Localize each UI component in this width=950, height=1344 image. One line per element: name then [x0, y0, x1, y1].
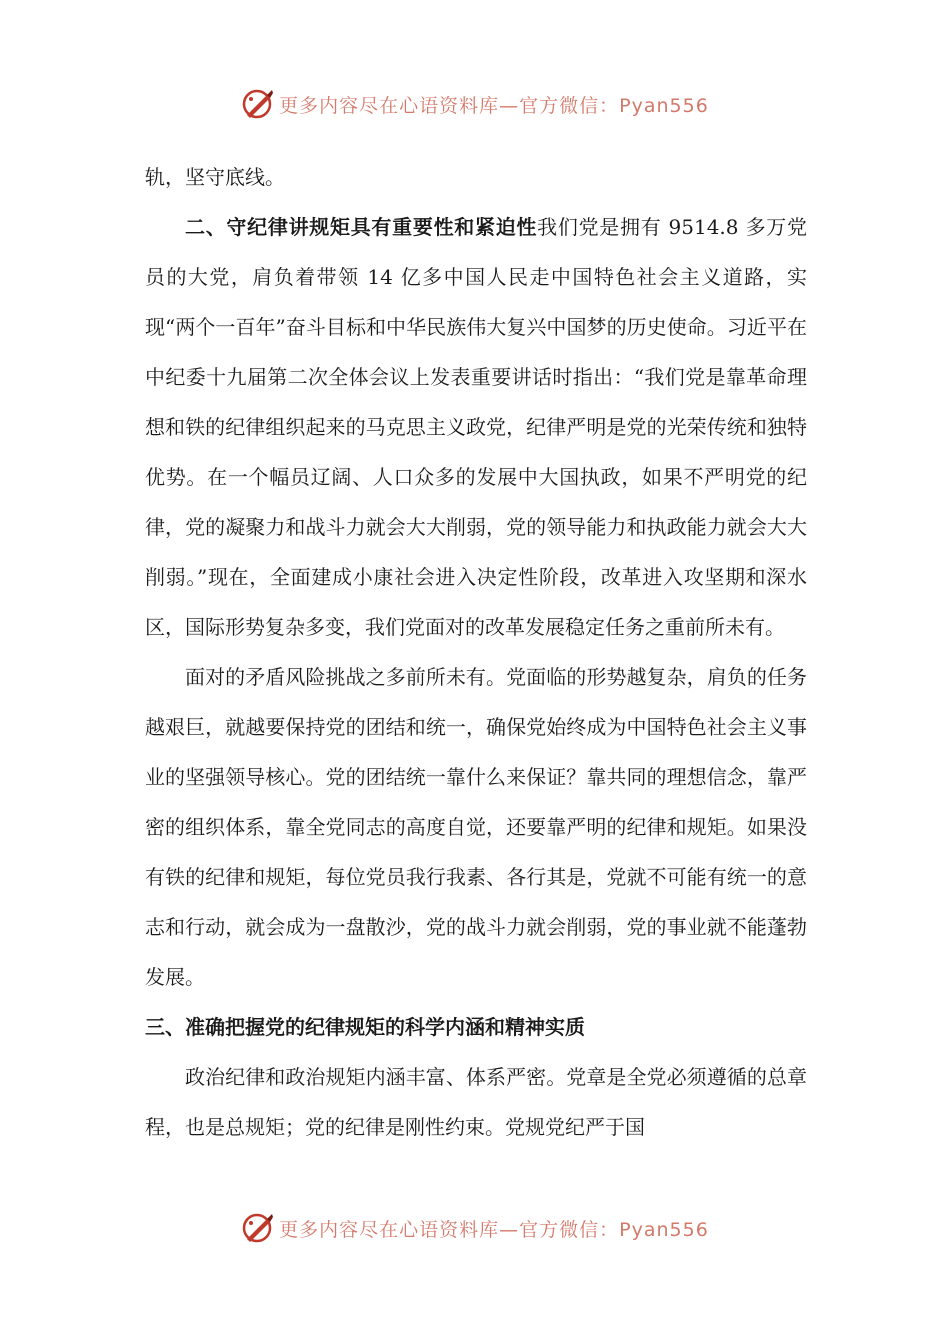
pen-logo-icon [241, 1211, 275, 1245]
header-watermark-banner [0, 84, 950, 124]
paragraph-section-three [145, 1002, 807, 1052]
section-heading: 二、守纪律讲规矩具有重要性和紧迫性 [185, 215, 538, 239]
footer-watermark-banner [0, 1208, 950, 1248]
pen-logo-icon [241, 87, 275, 121]
paragraph-section-two [145, 202, 807, 652]
paragraph-text: 轨，坚守底线。 [145, 165, 285, 189]
paragraph-text: 面对的矛盾风险挑战之多前所未有。党面临的形势越复杂，肩负的任务越艰巨，就越要保持党的团结和统一，确保党始终成为中国特色社会主义事业的坚强领导核心。党的团结统一靠什么来保证？靠共同的理想信念，靠严密的组织体系，靠全党同志的高度自觉，还要靠严明的纪律和规矩。如果没有铁的纪律和规矩，每位党员我行我素、各行其是，党就不可能有统一的意志和行动，就会成为一盘散沙，党的战斗力就会削弱，党的事业就不能蓬勃发展。 [145, 665, 807, 989]
watermark-text: 更多内容尽在心语资料库—官方微信：Pyan556 [279, 1218, 709, 1241]
paragraph-text: 政治纪律和政治规矩内涵丰富、体系严密。党章是全党必须遵循的总章程，也是总规矩；党的纪律是刚性约束。党规党纪严于国 [145, 1065, 807, 1139]
paragraph-body [145, 1052, 807, 1152]
paragraph-continuation [145, 152, 807, 202]
watermark-text: 更多内容尽在心语资料库—官方微信：Pyan556 [279, 94, 709, 117]
paragraph-body [145, 652, 807, 1002]
document-body [145, 152, 807, 1152]
section-heading: 三、准确把握党的纪律规矩的科学内涵和精神实质 [145, 1015, 585, 1039]
paragraph-text: 我们党是拥有 9514.8 多万党员的大党，肩负着带领 14 亿多中国人民走中国特色社会主义道路，实现“两个一百年”奋斗目标和中华民族伟大复兴中国梦的历史使命。习近平在中纪委十九届第二次全体会议上发表重要讲话时指出：“我们党是靠革命理想和铁的纪律组织起来的马克思主义政党，纪律严明是党的光荣传统和独特优势。在一个幅员辽阔、人口众多的发展中大国执政，如果不严明党的纪律，党的凝聚力和战斗力就会大大削弱，党的领导能力和执政能力就会大大削弱。”现在，全面建成小康社会进入决定性阶段，改革进入攻坚期和深水区，国际形势复杂多变，我们党面对的改革发展稳定任务之重前所未有。 [145, 215, 807, 639]
